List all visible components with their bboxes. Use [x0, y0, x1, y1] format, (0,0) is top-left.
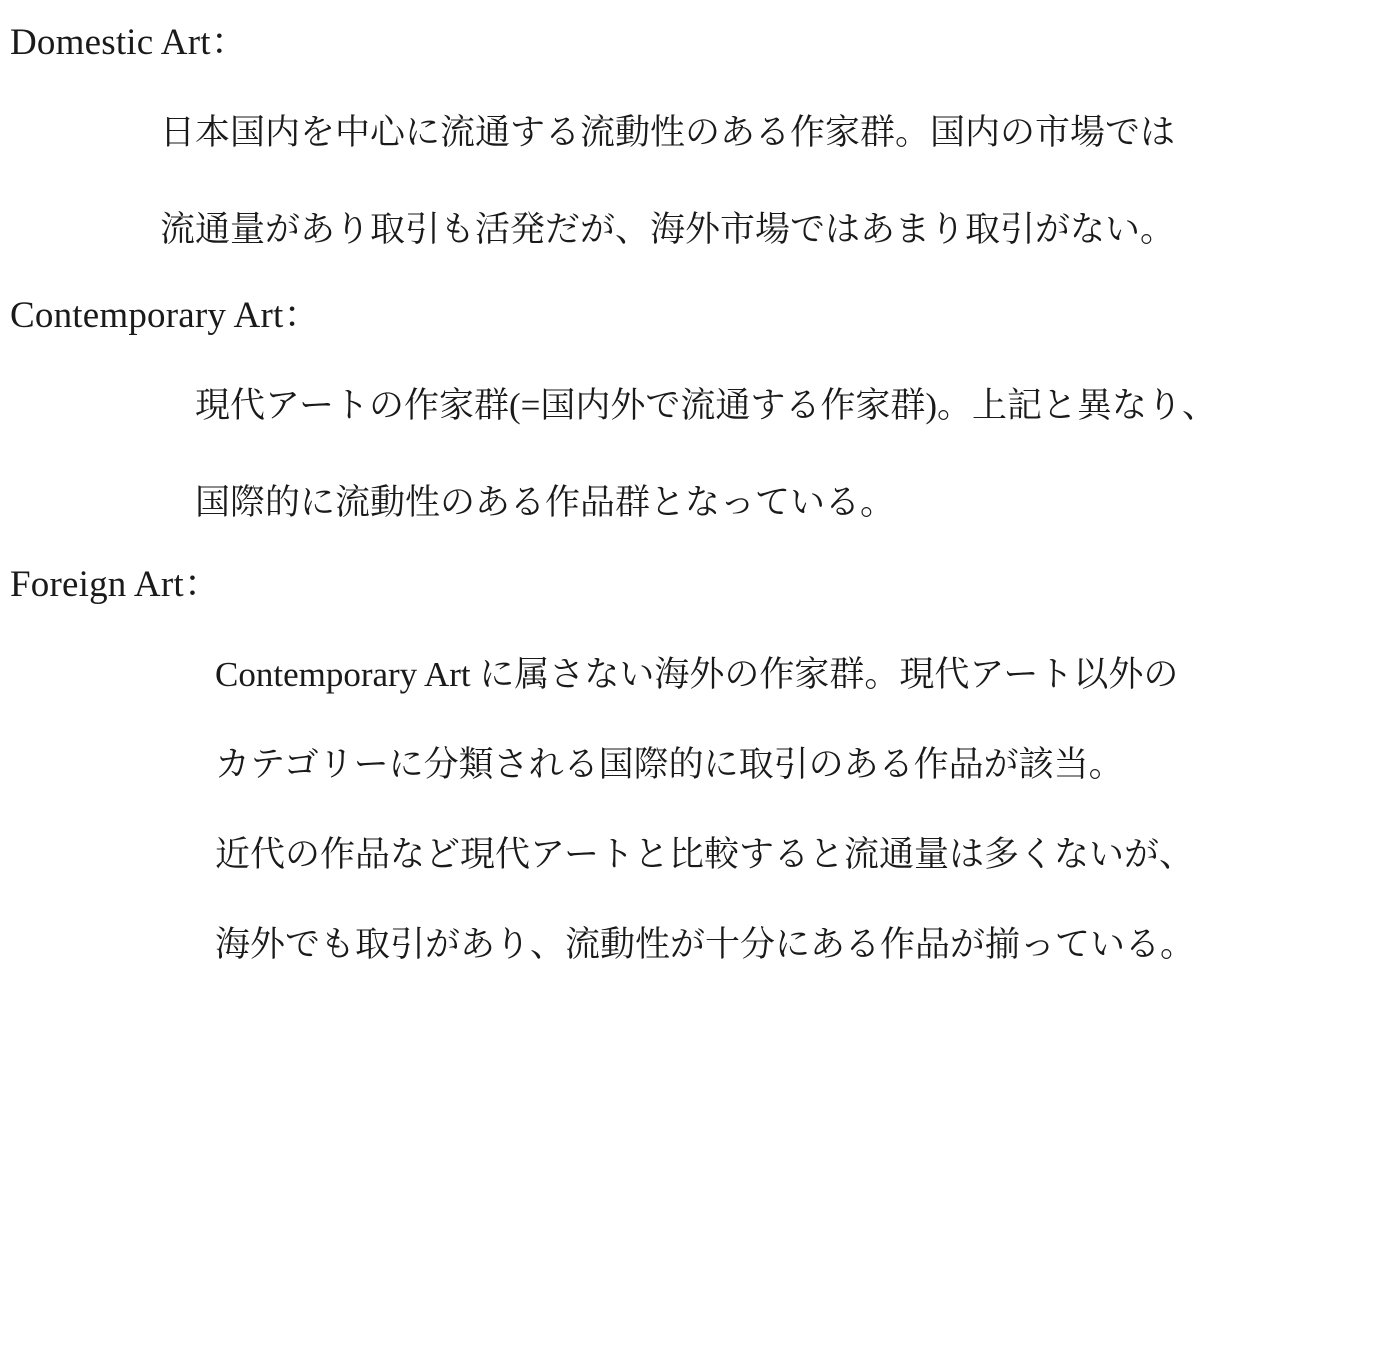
section-heading-foreign-art: Foreign Art：	[10, 563, 222, 605]
body-line: カテゴリーに分類される国際的に取引のある作品が該当。	[215, 744, 1124, 784]
section-body-contemporary-art	[10, 340, 1353, 520]
spacer	[160, 67, 1353, 115]
section-contemporary-art	[10, 294, 1353, 522]
section-foreign-art	[10, 563, 1353, 964]
spacer	[215, 872, 1353, 927]
body-line: 日本国内を中心に流通する流動性のある作家群。国内の市場では	[160, 112, 1176, 152]
section-body-domestic-art	[10, 67, 1353, 247]
body-line: 国際的に流動性のある作品群となっている。	[195, 482, 896, 522]
spacer	[215, 782, 1353, 837]
body-line: 流通量があり取引も活発だが、海外市場ではあまり取引がない。	[160, 209, 1176, 249]
section-heading-domestic-art: Domestic Art：	[10, 22, 248, 63]
section-domestic-art	[10, 24, 1353, 247]
section-heading-contemporary-art: Contemporary Art：	[10, 294, 321, 336]
spacer	[195, 340, 1353, 388]
spacer	[160, 150, 1353, 212]
body-line: 現代アートの作家群(=国内外で流通する作家群)。上記と異なり、	[195, 385, 1218, 425]
body-line: 海外でも取引があり、流動性が十分にある作品が揃っている。	[215, 924, 1196, 964]
spacer	[195, 423, 1353, 485]
spacer	[215, 692, 1353, 747]
body-line: 近代の作品など現代アートと比較すると流通量は多くないが、	[215, 834, 1194, 874]
section-body-foreign-art	[10, 609, 1353, 962]
spacer	[215, 609, 1353, 657]
body-line: Contemporary Art に属さない海外の作家群。現代アート以外の	[215, 654, 1179, 694]
